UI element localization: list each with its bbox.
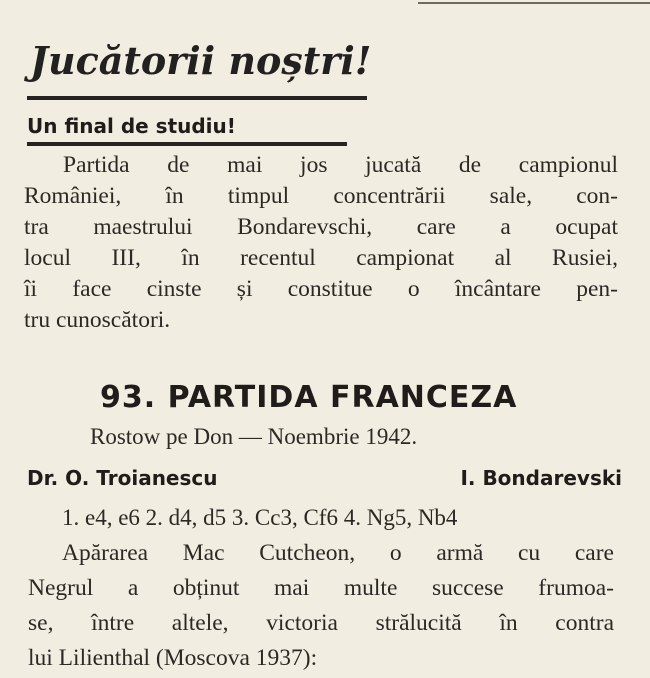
game-location: Rostow pe Don — Noembrie 1942. bbox=[90, 424, 418, 449]
top-rule bbox=[418, 2, 650, 4]
game-title: 93. PARTIDA FRANCEZA bbox=[100, 380, 518, 415]
white-player: Dr. O. Troianescu bbox=[27, 466, 218, 490]
commentary-line: Apărarea Mac Cutcheon, o armă cu care bbox=[62, 540, 614, 566]
intro-line: tru cunoscători. bbox=[24, 307, 171, 333]
commentary-line: lui Lilienthal (Moscova 1937): bbox=[28, 645, 318, 671]
intro-line: României, în timpul concentrării sale, con- bbox=[24, 183, 618, 209]
heading-underline bbox=[27, 96, 367, 100]
subtitle: Un final de studiu! bbox=[27, 114, 236, 138]
intro-line: îi face cinste și constitue o încântare pen- bbox=[24, 276, 618, 302]
commentary-line: Negrul a obținut mai multe succese frumoa- bbox=[28, 575, 614, 601]
commentary-line: se, între altele, victoria strălucită în contra bbox=[28, 610, 614, 636]
black-player: I. Bondarevski bbox=[460, 466, 622, 490]
subtitle-underline bbox=[27, 142, 347, 146]
opening-moves: 1. e4, e6 2. d4, d5 3. Cc3, Cf6 4. Ng5, Nb4 bbox=[62, 505, 458, 530]
intro-paragraph bbox=[24, 150, 618, 336]
commentary-paragraph bbox=[28, 536, 614, 676]
intro-line: locul III, în recentul campionat al Rusiei, bbox=[24, 245, 618, 271]
intro-line: tra maestrului Bondarevschi, care a ocupat bbox=[24, 214, 618, 240]
section-heading: Jucătorii noștri! bbox=[30, 38, 372, 83]
intro-line: Partida de mai jos jucată de campionul bbox=[63, 152, 618, 178]
